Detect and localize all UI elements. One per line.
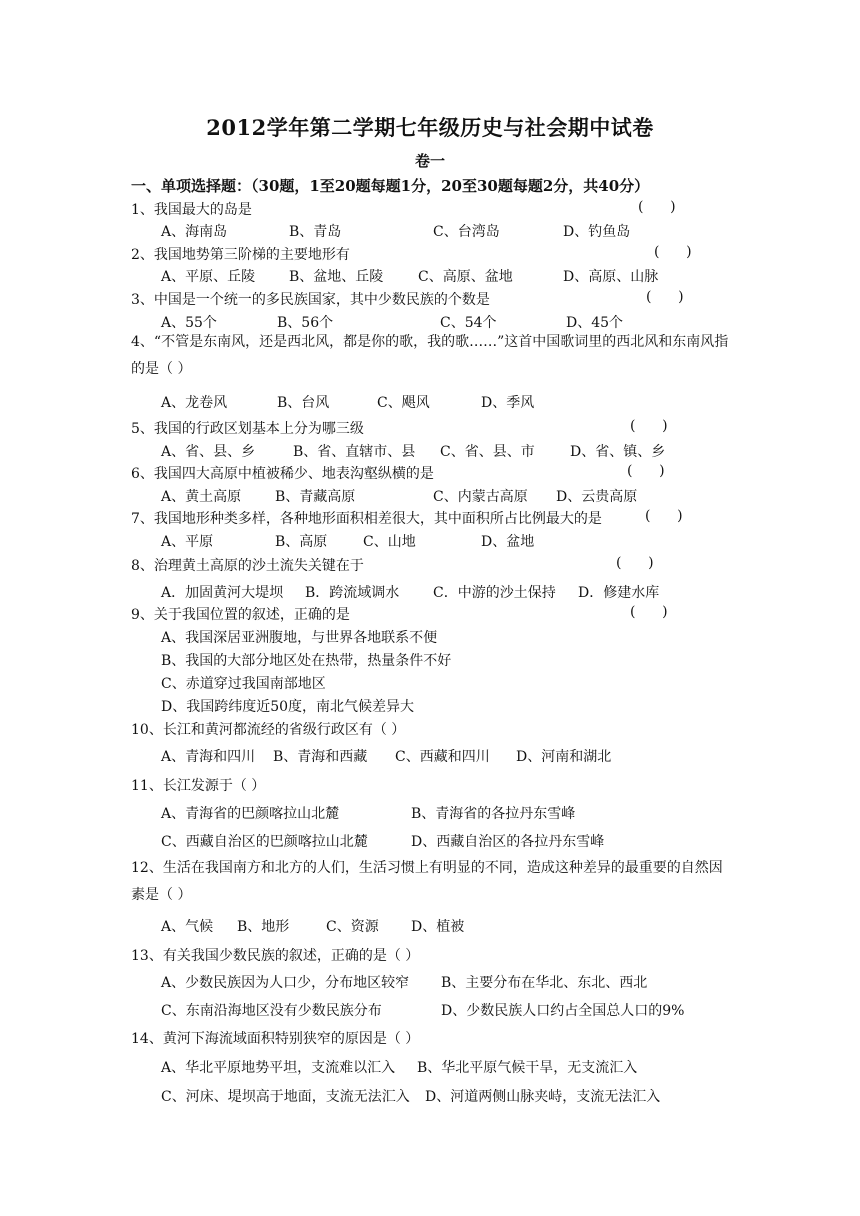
answer-paren: ( )	[654, 244, 692, 260]
option: C、飓风	[377, 395, 430, 411]
option: C．中游的沙土保持	[433, 585, 556, 601]
option: A、平原	[161, 534, 214, 550]
option: D、钓鱼岛	[563, 224, 631, 240]
option: C、东南沿海地区没有少数民族分布	[161, 1003, 382, 1019]
question-stem: 14、黄河下海流域面积特别狭窄的原因是（ ）	[131, 1031, 420, 1047]
question-stem: 5、我国的行政区划基本上分为哪三级	[131, 421, 364, 437]
answer-paren: ( )	[630, 604, 668, 620]
option: B．跨流域调水	[305, 585, 400, 601]
option: A、青海和四川	[161, 749, 256, 765]
option: D．修建水库	[578, 585, 660, 601]
answer-paren: ( )	[627, 463, 665, 479]
option: C、省、县、市	[440, 444, 535, 460]
option: D、河南和湖北	[516, 749, 612, 765]
option: C、54个	[440, 315, 497, 331]
option: B、青海和西藏	[273, 749, 368, 765]
option: C、西藏和四川	[395, 749, 490, 765]
option: D、我国跨纬度近50度，南北气候差异大	[161, 699, 415, 715]
option: C、资源	[326, 919, 379, 935]
option: A、海南岛	[161, 224, 228, 240]
option: C、山地	[363, 534, 416, 550]
question-stem: 2、我国地势第三阶梯的主要地形有	[131, 247, 350, 263]
option: A、我国深居亚洲腹地，与世界各地联系不便	[161, 630, 438, 646]
option: D、省、镇、乡	[570, 444, 666, 460]
question-stem: 9、关于我国位置的叙述，正确的是	[131, 607, 350, 623]
question-stem: 1、我国最大的岛是	[131, 202, 252, 218]
option: A、龙卷风	[161, 395, 228, 411]
option: A．加固黄河大堤坝	[161, 585, 284, 601]
option: D、河道两侧山脉夹峙，支流无法汇入	[425, 1089, 661, 1105]
option: D、西藏自治区的各拉丹东雪峰	[411, 834, 605, 850]
volume-label: 卷一	[414, 152, 445, 170]
answer-paren: ( )	[638, 199, 676, 215]
option: B、地形	[237, 919, 290, 935]
option: B、我国的大部分地区处在热带，热量条件不好	[161, 653, 452, 669]
answer-paren: ( )	[630, 418, 668, 434]
option: C、河床、堤坝高于地面，支流无法汇入	[161, 1089, 410, 1105]
question-stem: 10、长江和黄河都流经的省级行政区有（ ）	[131, 722, 406, 738]
option: B、青藏高原	[275, 489, 356, 505]
question-stem: 4、“不管是东南风，还是西北风，都是你的歌，我的歌……”这首中国歌词里的西北风和东南风指的是（ ）	[131, 334, 729, 377]
option: B、台风	[277, 395, 330, 411]
answer-paren: ( )	[646, 289, 684, 305]
option: A、55个	[161, 315, 217, 331]
option: C、台湾岛	[433, 224, 500, 240]
option: D、云贵高原	[556, 489, 638, 505]
option: B、56个	[277, 315, 334, 331]
option: C、高原、盆地	[418, 269, 513, 285]
section-heading: 一、单项选择题：（30题，1至20题每题1分，20至30题每题2分，共40分）	[131, 177, 650, 195]
option: D、高原、山脉	[563, 269, 659, 285]
option: C、西藏自治区的巴颜喀拉山北麓	[161, 834, 368, 850]
question-stem: 3、中国是一个统一的多民族国家，其中少数民族的个数是	[131, 292, 490, 308]
option: C、赤道穿过我国南部地区	[161, 676, 326, 692]
answer-paren: ( )	[645, 508, 683, 524]
option: B、盆地、丘陵	[289, 269, 384, 285]
option: B、青海省的各拉丹东雪峰	[411, 806, 576, 822]
option: A、少数民族因为人口少，分布地区较窄	[161, 975, 410, 991]
question-stem: 13、有关我国少数民族的叙述，正确的是（ ）	[131, 948, 420, 964]
option: C、内蒙古高原	[433, 489, 528, 505]
option: A、省、县、乡	[161, 444, 256, 460]
question-stem: 8、治理黄土高原的沙土流失关键在于	[131, 558, 364, 574]
option: D、盆地	[481, 534, 535, 550]
option: A、平原、丘陵	[161, 269, 256, 285]
option: D、植被	[411, 919, 465, 935]
option: A、气候	[161, 919, 214, 935]
question-stem: 11、长江发源于（ ）	[131, 778, 266, 794]
option: B、高原	[275, 534, 328, 550]
option: B、省、直辖市、县	[293, 444, 416, 460]
option: D、45个	[566, 315, 624, 331]
option: D、少数民族人口约占全国总人口的9%	[441, 1003, 685, 1019]
option: A、黄土高原	[161, 489, 242, 505]
question-stem: 7、我国地形种类多样，各种地形面积相差很大，其中面积所占比例最大的是	[131, 511, 602, 527]
option: B、青岛	[289, 224, 342, 240]
exam-title: 2012学年第二学期七年级历史与社会期中试卷	[206, 115, 654, 140]
question-stem: 6、我国四大高原中植被稀少、地表沟壑纵横的是	[131, 466, 434, 482]
option: A、青海省的巴颜喀拉山北麓	[161, 806, 340, 822]
option: B、华北平原气候干旱，无支流汇入	[417, 1060, 638, 1076]
question-stem: 12、生活在我国南方和北方的人们，生活习惯上有明显的不同，造成这种差异的最重要的自然因素是（ ）	[131, 860, 723, 903]
option: A、华北平原地势平坦，支流难以汇入	[161, 1060, 396, 1076]
option: B、主要分布在华北、东北、西北	[441, 975, 648, 991]
option: D、季风	[481, 395, 535, 411]
answer-paren: ( )	[616, 555, 654, 571]
